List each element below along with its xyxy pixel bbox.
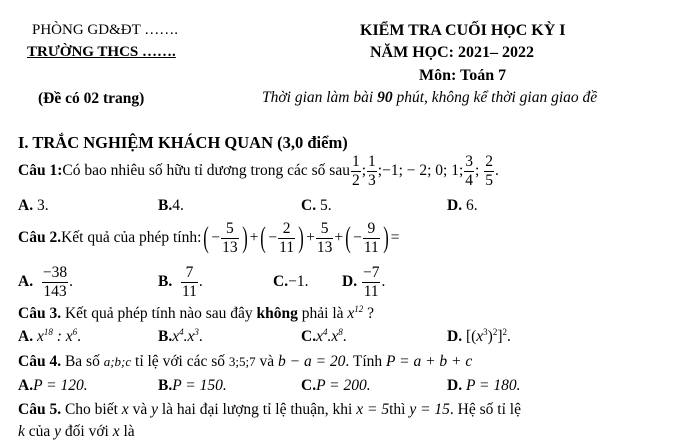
q4-option-a: A.P = 120. — [18, 377, 88, 394]
q1-option-b: B.4. — [158, 197, 184, 214]
subject: Môn: Toán 7 — [419, 67, 507, 84]
question-5-line-2: k của y đối với x là — [18, 423, 135, 440]
question-2: Câu 2. Kết quả của phép tính: ( − $\frac{5}{13}$ ) + ( − $\frac{2}{11}$ ) + $\frac{5}{13}$ + ( − $\frac{9}{11}$ ) = — [18, 220, 400, 256]
q2-option-d: D. $\frac{-7}{11}$ . — [342, 264, 386, 300]
school-year: NĂM HỌC: 2021– 2022 — [370, 44, 534, 61]
q2-option-c: C. −1. — [273, 273, 309, 290]
q1-option-d: D. 6. — [447, 197, 478, 214]
q2-option-a: A. $\frac{-38}{143}$ . — [18, 264, 73, 300]
exam-title: KIỂM TRA CUỐI HỌC KỲ I — [360, 22, 566, 39]
q4-option-c: C.P = 200. — [301, 377, 371, 394]
pages-note: (Đề có 02 trang) — [38, 90, 145, 107]
q3-option-d: D. $[(x^3)^2]^2$. — [447, 327, 511, 346]
q3-option-b: $B.x^4.x^3$. — [158, 327, 203, 346]
q4-option-b: B.P = 150. — [158, 377, 227, 394]
q3-option-a: A. $x^{18}$ : $x^6$. — [18, 327, 82, 346]
question-5: Câu 5. Cho biết x và y là hai đại lượng tỉ lệ thuận, khi x = 5thì y = 15. Hệ số tỉ lệ — [18, 401, 521, 418]
section-title: I. TRẮC NGHIỆM KHÁCH QUAN (3,0 điểm) — [18, 133, 348, 152]
q1-option-c: C. 5. — [301, 197, 332, 214]
q3-option-c: $C.x^4.x^8$. — [301, 327, 347, 346]
department: PHÒNG GD&ĐT ……. — [32, 22, 178, 38]
question-1: Câu 1: Có bao nhiêu số hữu tỉ dương trong các số sau $\frac{1}{2}$ ; $\frac{1}{3}$ ;−1; − 2; 0; 1; $\frac{3}{4}$ ; $\frac{2}{5}$ . — [18, 153, 499, 189]
school-name: TRƯỜNG THCS ……. — [27, 44, 176, 60]
q2-option-b: B. $\frac{7}{11}$ . — [158, 264, 203, 300]
time-allowed: Thời gian làm bài 90 phút, không kể thời gian giao đề — [262, 89, 598, 106]
q4-option-d: D. P = 180. — [447, 377, 521, 394]
question-4: Câu 4. Ba số a;b;c tỉ lệ với các số 3;5;7 và b − a = 20. Tính P = a + b + c — [18, 353, 473, 370]
question-3: Câu 3. Kết quả phép tính nào sau đây không phải là $x^{12}$ ? — [18, 304, 375, 323]
q1-option-a: A. 3. — [18, 197, 49, 214]
